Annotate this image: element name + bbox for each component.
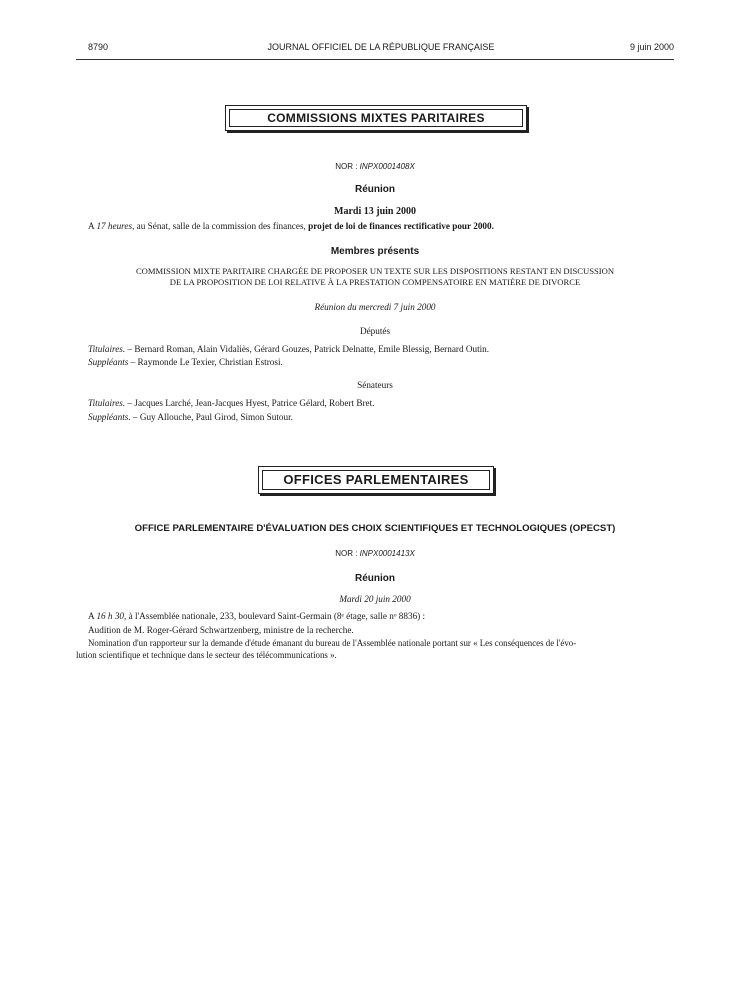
titulaires-names: – Jacques Larché, Jean-Jacques Hyest, Patrice Gélard, Robert Bret. <box>125 398 375 408</box>
commission-title-line-2: DE LA PROPOSITION DE LOI RELATIVE À LA PRESTATION COMPENSATOIRE EN MATIÈRE DE DIVORCE <box>169 277 581 287</box>
nor-label: NOR : <box>335 162 358 171</box>
meeting-line-2 <box>88 611 425 621</box>
deputes-suppleants <box>88 357 283 367</box>
members-heading: Membres présents <box>330 246 420 257</box>
senateurs-suppleants <box>88 412 293 422</box>
section-box-commissions <box>225 105 527 131</box>
meeting-reference: Réunion du mercredi 7 juin 2000 <box>314 302 436 312</box>
nor-code: INPX0001413X <box>359 549 415 558</box>
header-rule <box>76 59 674 60</box>
nor-label: NOR : <box>335 549 358 558</box>
commission-title-line-1: COMMISSION MIXTE PARITAIRE CHARGÉE DE PROPOSER UN TEXTE SUR LES DISPOSITIONS RESTANT EN DISCUSSION <box>135 266 615 276</box>
titulaires-names: – Bernard Roman, Alain Vidaliès, Gérard Gouzes, Patrick Delnatte, Emile Blessig, Bernard Outin. <box>125 344 490 354</box>
running-header <box>88 42 674 58</box>
office-title: OFFICE PARLEMENTAIRE D'ÉVALUATION DES CHOIX SCIENTIFIQUES ET TECHNOLOGIQUES (OPECST) <box>134 523 616 534</box>
titulaires-label: Titulaires. <box>88 398 126 408</box>
meeting-time: 17 heures <box>96 221 133 231</box>
reunion-heading-1: Réunion <box>355 184 395 195</box>
meeting-date-2: Mardi 20 juin 2000 <box>339 594 411 604</box>
agenda-nomination-line-2: lution scientifique et technique dans le secteur des télécommunications ». <box>76 650 337 660</box>
meeting-subject: projet de loi de finances rectificative pour 2000. <box>308 221 494 231</box>
suppleants-label: Suppléants <box>88 357 129 367</box>
suppleants-label: Suppléants. <box>88 412 131 422</box>
senateurs-titulaires <box>88 398 374 408</box>
nor-line-2 <box>76 549 674 558</box>
meeting-date-1: Mardi 13 juin 2000 <box>334 206 416 217</box>
section-box-offices <box>258 466 494 494</box>
section-title-commissions: COMMISSIONS MIXTES PARITAIRES <box>229 109 523 127</box>
nor-code: INPX0001408X <box>359 162 415 171</box>
journal-title: JOURNAL OFFICIEL DE LA RÉPUBLIQUE FRANÇAISE <box>267 42 495 52</box>
reunion-heading-2: Réunion <box>355 573 395 584</box>
agenda-audition: Audition de M. Roger-Gérard Schwartzenberg, ministre de la recherche. <box>88 625 354 635</box>
meeting-location: , à l'Assemblée nationale, 233, boulevard Saint-Germain (8ᵉ étage, salle nᵒ 8836) : <box>124 611 426 621</box>
meeting-line-1 <box>88 221 494 231</box>
deputes-titulaires <box>88 344 489 354</box>
senateurs-heading: Sénateurs <box>357 380 393 390</box>
deputes-heading: Députés <box>359 326 391 336</box>
meeting-time: 16 h 30 <box>96 611 124 621</box>
meeting-location: , au Sénat, salle de la commission des finances, <box>132 221 309 231</box>
meeting-line-prefix: A <box>88 611 97 621</box>
page-number: 8790 <box>88 42 109 52</box>
section-title-offices: OFFICES PARLEMENTAIRES <box>262 470 490 490</box>
header-date: 9 juin 2000 <box>629 42 674 52</box>
meeting-line-prefix: A <box>88 221 97 231</box>
nor-line-1 <box>76 162 674 171</box>
suppleants-names: – Raymonde Le Texier, Christian Estrosi. <box>128 357 283 367</box>
suppleants-names: – Guy Allouche, Paul Girod, Simon Sutour. <box>130 412 293 422</box>
agenda-nomination-line-1: Nomination d'un rapporteur sur la demande d'étude émanant du bureau de l'Assemblée nationale portant sur « Les conséquences de l'évo- <box>88 638 577 648</box>
titulaires-label: Titulaires. <box>88 344 126 354</box>
